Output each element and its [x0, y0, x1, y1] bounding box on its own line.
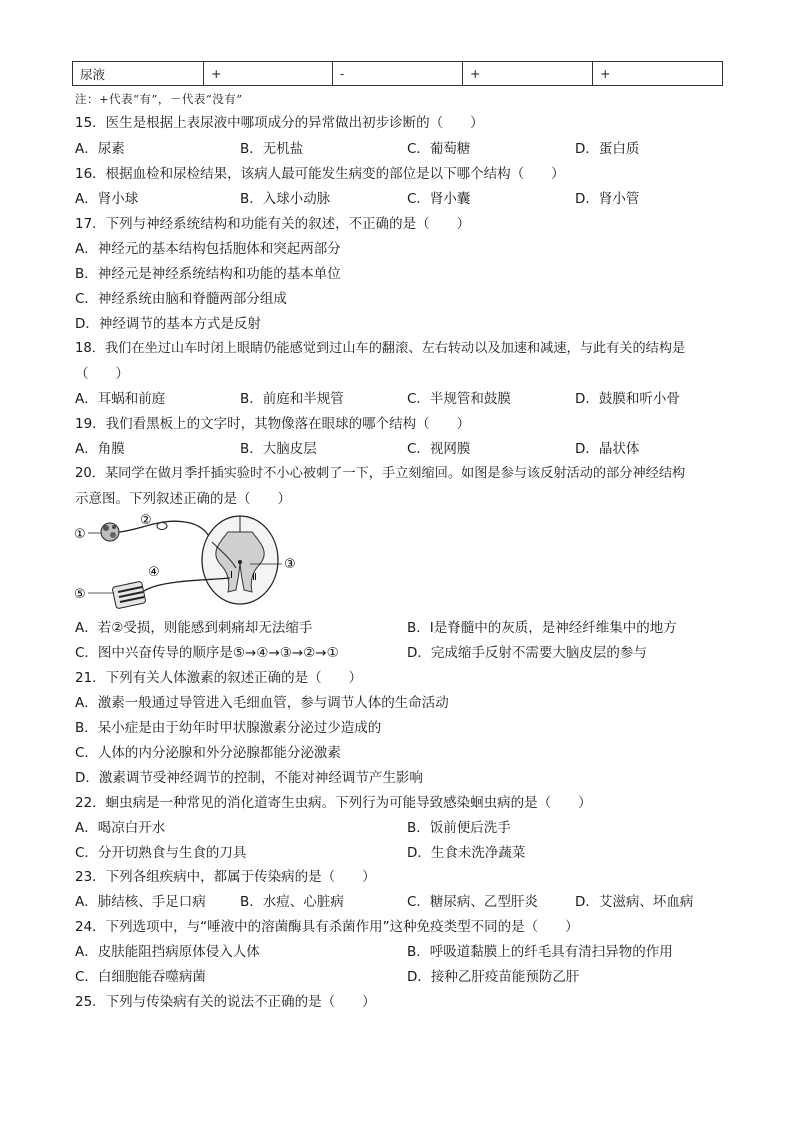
- question-16-stem: 16．根据血检和尿检结果，该病人最可能发生病变的部位是以下哪个结构（ ）: [75, 166, 565, 182]
- table-cell: +: [593, 62, 723, 86]
- question-18-stem: 18．我们在坐过山车时闭上眼睛仍能感觉到过山车的翻滚、左右转动以及加速和减速，与此有关的结构是: [75, 341, 686, 356]
- q22-option-b: B．饭前便后洗手: [407, 820, 511, 836]
- question-24-stem: 24．下列选项中，与“唾液中的溶菌酶具有杀菌作用”这种免疫类型不同的是（ ）: [75, 919, 579, 935]
- q24-option-d: D．接种乙肝疫苗能预防乙肝: [407, 969, 580, 985]
- label-3: ③: [284, 557, 296, 572]
- question-17-stem: 17．下列与神经系统结构和功能有关的叙述，不正确的是（ ）: [75, 216, 471, 232]
- q23-option-b: B．水痘、心脏病: [240, 894, 344, 910]
- q18-option-d: D．鼓膜和听小骨: [575, 391, 680, 407]
- q22-option-a: A．喝凉白开水: [75, 820, 166, 836]
- q21-option-b: B．呆小症是由于幼年时甲状腺激素分泌过少造成的: [75, 720, 382, 736]
- q15-option-c: C．葡萄糖: [407, 141, 471, 157]
- q18-option-a: A．耳蜗和前庭: [75, 391, 166, 407]
- q22-option-c: C．分开切熟食与生食的刀具: [75, 845, 247, 861]
- q17-option-d: D．神经调节的基本方式是反射: [75, 316, 261, 332]
- q17-option-c: C．神经系统由脑和脊髓两部分组成: [75, 291, 287, 307]
- q22-option-d: D．生食未洗净蔬菜: [407, 845, 526, 861]
- ganglion: [157, 523, 167, 530]
- q18-option-c: C．半规管和鼓膜: [407, 391, 511, 407]
- receptor-icon: [101, 523, 119, 541]
- q23-option-c: C．糖尿病、乙型肝炎: [407, 894, 538, 910]
- question-22-stem: 22．蛔虫病是一种常见的消化道寄生虫病。下列行为可能导致感染蛔虫病的是（ ）: [75, 795, 592, 811]
- q24-option-c: C．白细胞能吞噬病菌: [75, 969, 206, 985]
- table-row: [73, 62, 723, 86]
- question-18-stem-cont: （ ）: [75, 366, 129, 382]
- q24-option-b: B．呼吸道黏膜上的纤毛具有清扫异物的作用: [407, 944, 673, 960]
- q21-option-a: A．激素一般通过导管进入毛细血管，参与调节人体的生命活动: [75, 695, 449, 711]
- label-4: ④: [148, 565, 160, 580]
- q23-option-a: A．肺结核、手足口病: [75, 894, 206, 910]
- urine-test-table: [72, 61, 723, 86]
- q15-option-d: D．蛋白质: [575, 141, 640, 157]
- question-20-stem: 20．某同学在做月季扦插实验时不小心被刺了一下，手立刻缩回。如图是参与该反射活动的部分神经结构: [75, 466, 686, 481]
- question-25-stem: 25．下列与传染病有关的说法不正确的是（ ）: [75, 994, 376, 1010]
- q16-option-c: C．肾小囊: [407, 191, 471, 207]
- label-5: ⑤: [74, 587, 86, 602]
- q20-option-c: C．图中兴奋传导的顺序是⑤→④→③→②→①: [75, 645, 339, 661]
- q18-option-b: B．前庭和半规管: [240, 391, 344, 407]
- table-note: 注：+代表“有”，－代表“没有”: [75, 92, 243, 106]
- q17-option-b: B．神经元是神经系统结构和功能的基本单位: [75, 266, 341, 282]
- q16-option-d: D．肾小管: [575, 191, 640, 207]
- q19-option-c: C．视网膜: [407, 441, 471, 457]
- question-20-stem-cont: 示意图。下列叙述正确的是（ ）: [75, 491, 291, 507]
- label-I: Ⅰ: [230, 570, 233, 581]
- reflex-arc-diagram: [70, 508, 310, 618]
- q21-option-d: D．激素调节受神经调节的控制，不能对神经调节产生影响: [75, 770, 423, 786]
- label-II: Ⅱ: [252, 572, 257, 583]
- question-23-stem: 23．下列各组疾病中，都属于传染病的是（ ）: [75, 869, 376, 885]
- label-2: ②: [140, 513, 152, 528]
- table-cell: -: [333, 62, 463, 86]
- question-19-stem: 19．我们看黑板上的文字时，其物像落在眼球的哪个结构（ ）: [75, 416, 471, 432]
- q20-option-d: D．完成缩手反射不需要大脑皮层的参与: [407, 645, 647, 661]
- q19-option-a: A．角膜: [75, 441, 125, 457]
- table-cell: 尿液: [73, 62, 204, 86]
- q15-option-a: A．尿素: [75, 141, 125, 157]
- q17-option-a: A．神经元的基本结构包括胞体和突起两部分: [75, 241, 341, 257]
- q20-option-a: A．若②受损，则能感到刺痛却无法缩手: [75, 620, 313, 636]
- q16-option-a: A．肾小球: [75, 191, 139, 207]
- q21-option-c: C．人体的内分泌腺和外分泌腺都能分泌激素: [75, 745, 341, 761]
- question-15-stem: 15．医生是根据上表尿液中哪项成分的异常做出初步诊断的（ ）: [75, 115, 484, 131]
- label-1: ①: [74, 527, 86, 542]
- q19-option-b: B．大脑皮层: [240, 441, 317, 457]
- q15-option-b: B．无机盐: [240, 141, 304, 157]
- q20-option-b: B．Ⅰ是脊髓中的灰质，是神经纤维集中的地方: [407, 620, 677, 636]
- q16-option-b: B．入球小动脉: [240, 191, 331, 207]
- table-cell: +: [463, 62, 593, 86]
- question-21-stem: 21．下列有关人体激素的叙述正确的是（ ）: [75, 670, 363, 686]
- effector-muscle-icon: [112, 581, 146, 609]
- q19-option-d: D．晶状体: [575, 441, 640, 457]
- q23-option-d: D．艾滋病、坏血病: [575, 894, 694, 910]
- table-cell: +: [204, 62, 333, 86]
- spinal-cord: [202, 516, 278, 604]
- q24-option-a: A．皮肤能阻挡病原体侵入人体: [75, 944, 260, 960]
